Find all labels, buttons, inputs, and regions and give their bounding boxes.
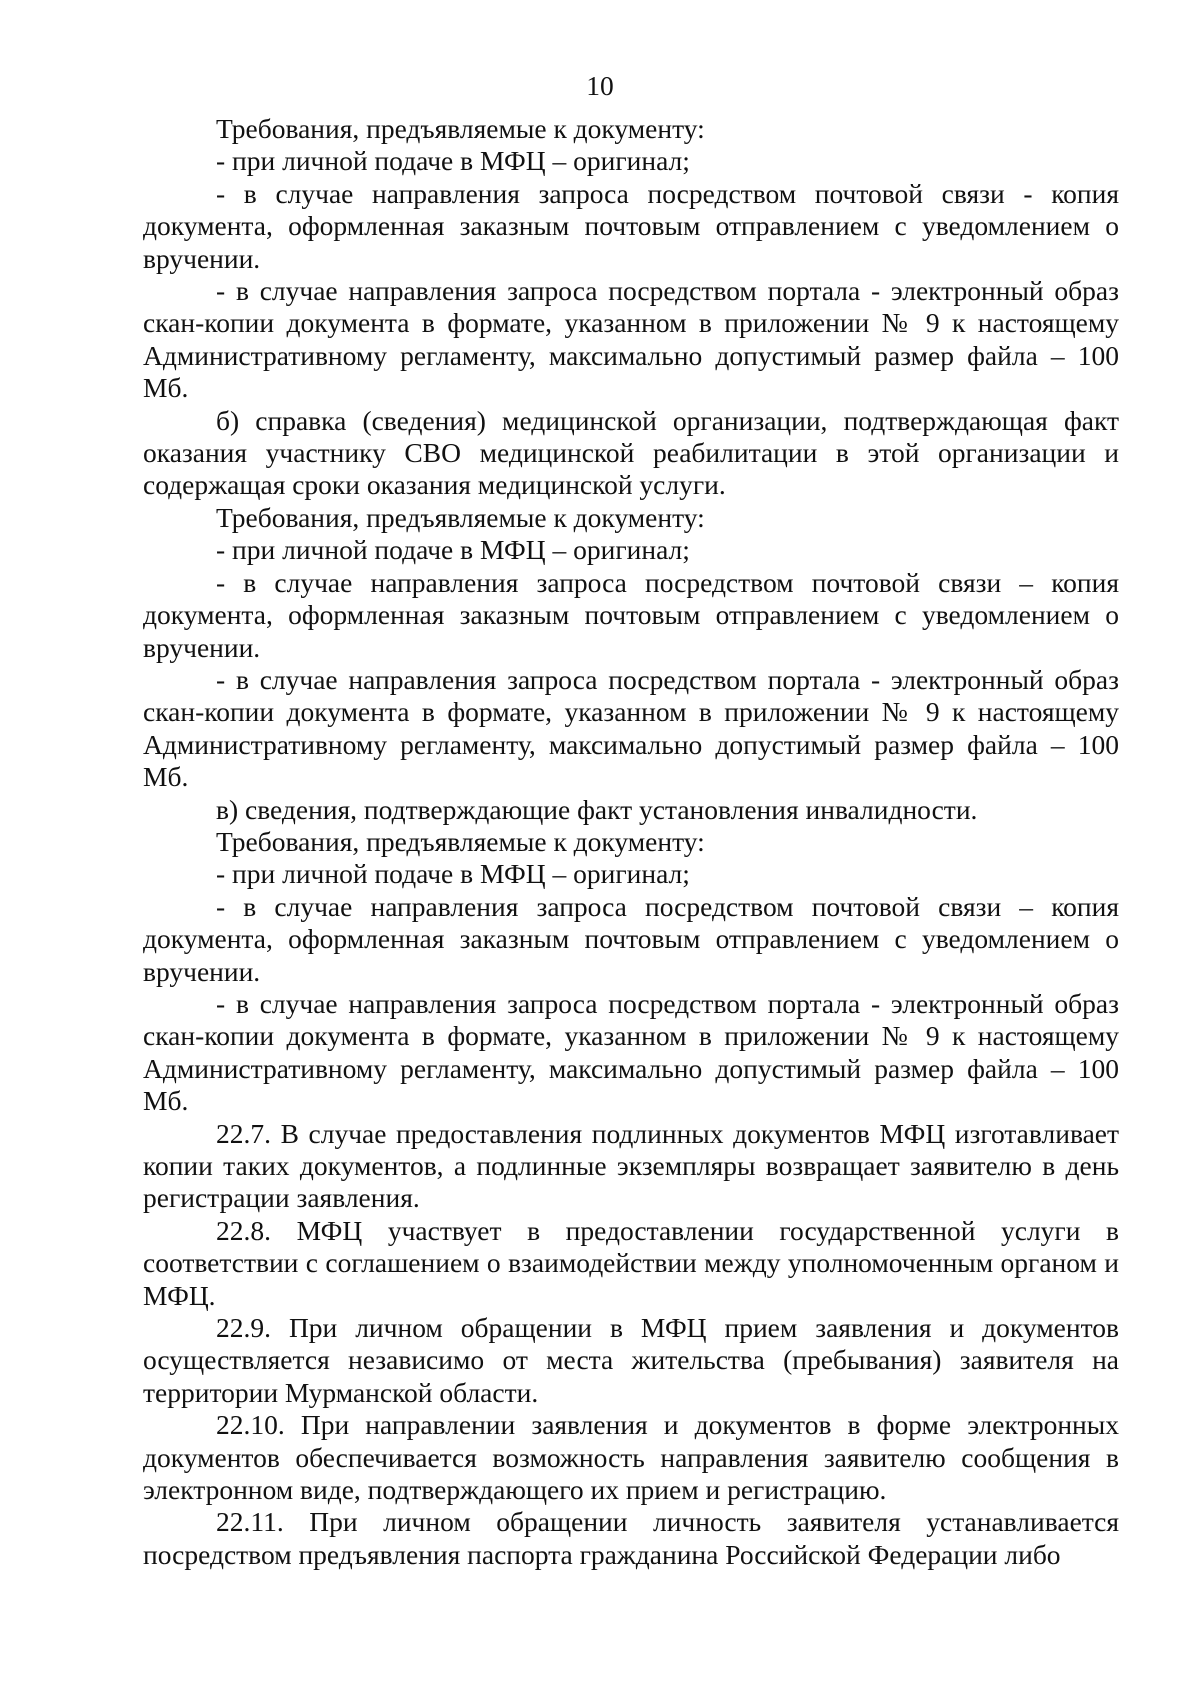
- paragraph: - в случае направления запроса посредством портала - электронный образ скан-копии документа в формате, указанном в приложении № 9 к настоящему Административному регламенту, максимально допустимый размер файла – 100 Мб.: [143, 275, 1119, 404]
- paragraph: б) справка (сведения) медицинской организации, подтверждающая факт оказания участнику СВО медицинской реабилитации в этой организации и содержащая сроки оказания медицинской услуги.: [143, 404, 1119, 501]
- paragraph: Требования, предъявляемые к документу:: [216, 501, 705, 533]
- paragraph: в) сведения, подтверждающие факт установления инвалидности.: [216, 793, 978, 825]
- document-body: [143, 113, 1119, 1571]
- paragraph: - в случае направления запроса посредством портала - электронный образ скан-копии документа в формате, указанном в приложении № 9 к настоящему Административному регламенту, максимально допустимый размер файла – 100 Мб.: [143, 663, 1119, 793]
- paragraph: 22.10. При направлении заявления и документов в форме электронных документов обеспечивается возможность направления заявителю сообщения в электронном виде, подтверждающего их прием и регистрацию.: [143, 1409, 1119, 1506]
- paragraph: - в случае направления запроса посредством почтовой связи - копия документа, оформленная заказным почтовым отправлением с уведомлением о вручении.: [143, 177, 1119, 274]
- paragraph: - при личной подаче в МФЦ – оригинал;: [216, 534, 690, 566]
- paragraph: - в случае направления запроса посредством почтовой связи – копия документа, оформленная заказным почтовым отправлением с уведомлением о вручении.: [143, 890, 1119, 987]
- paragraph: 22.8. МФЦ участвует в предоставлении государственной услуги в соответствии с соглашением о взаимодействии между уполномоченным органом и МФЦ.: [143, 1214, 1119, 1311]
- paragraph: Требования, предъявляемые к документу:: [216, 825, 705, 857]
- paragraph: 22.7. В случае предоставления подлинных документов МФЦ изготавливает копии таких документов, а подлинные экземпляры возвращает заявителю в день регистрации заявления.: [143, 1117, 1119, 1214]
- paragraph: - в случае направления запроса посредством почтовой связи – копия документа, оформленная заказным почтовым отправлением с уведомлением о вручении.: [143, 566, 1119, 663]
- paragraph: - при личной подаче в МФЦ – оригинал;: [216, 858, 690, 890]
- paragraph: - при личной подаче в МФЦ – оригинал;: [216, 145, 690, 177]
- paragraph: 22.11. При личном обращении личность заявителя устанавливается посредством предъявления паспорта гражданина Российской Федерации либо: [143, 1506, 1119, 1570]
- paragraph: Требования, предъявляемые к документу:: [216, 113, 705, 144]
- paragraph: 22.9. При личном обращении в МФЦ прием заявления и документов осуществляется независимо от места жительства (пребывания) заявителя на территории Мурманской области.: [143, 1312, 1119, 1408]
- page-number: 10: [586, 70, 614, 101]
- paragraph: - в случае направления запроса посредством портала - электронный образ скан-копии документа в формате, указанном в приложении № 9 к настоящему Административному регламенту, максимально допустимый размер файла – 100 Мб.: [143, 987, 1119, 1117]
